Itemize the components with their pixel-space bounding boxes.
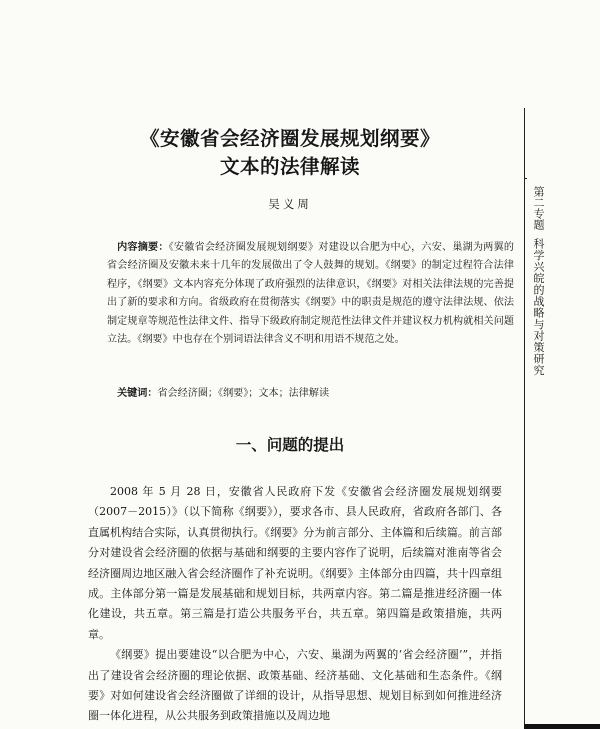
abstract [107,239,514,349]
margin-tick [524,178,527,179]
author-name: 吴义周 [268,197,312,211]
body-text [88,482,502,727]
paragraph-2: 《纲要》提出要建设“以合肥为中心，六安、巢湖为两翼的‘省会经济圈’”，并指出了建设省会经济圈的理论依据、政策基础、经济基础、文化基础和生态条件。《纲要》对如何建设省会经济圈做了详细的设计，从指导思想、规划目标到如何推进经济圈一体化进程，从公共服务到政策措施以及周边地 [88,648,502,723]
abstract-text: 《安徽省会经济圈发展规划纲要》对建设以合肥为中心，六安、巢湖为两翼的省会经济圈及安徽未来十几年的发展做出了令人鼓舞的规划。《纲要》的制定过程符合法律程序，《纲要》文本内容充分体现了政府强烈的法律意识，《纲要》对相关法律法规的完善提出了新的要求和方向。省级政府在贯彻落实《纲要》中的职责是规范的遵守法律法规、依法制定规章等规范性法律文件、指导下级政府制定规范性法律文件并建议权力机构就相关问题立法。《纲要》中也存在个别词语法律含义不明和用语不规范之处。 [107,242,514,346]
keywords-label: 关键词： [117,388,158,399]
title-line-2: 文本的法律解读 [219,155,360,178]
abstract-label: 内容摘要： [117,242,169,253]
keywords-text: 省会经济圈；《纲要》；文本；法律解读 [157,388,330,399]
side-tab-series: 第二专题 [532,186,545,230]
side-section-tab [531,186,545,376]
paragraph-1: 2008 年 5 月 28 日，安徽省人民政府下发《安徽省会经济圈发展规划纲要（2007－2015）》（以下简称《纲要》），要求各市、县人民政府，省政府各部门、各直属机构结合实际，认真贯彻执行。《纲要》分为前言部分、主体篇和后续篇。前言部分对建设省会经济圈的依据与基础和纲要的主要内容作了说明，后续篇对淮南等省会经济圈周边地区融入省会经济圈作了补充说明。《纲要》主体部分由四篇，共十四章组成。主体部分第一篇是发展基础和规划目标，共两章内容。第二篇是推进经济圈一体化建设，共五章。第三篇是打造公共服务平台，共五章。第四篇是政策措施，共两章。 [88,485,502,641]
keywords [107,385,514,403]
margin-rule [524,108,525,729]
section-heading: 一、问题的提出 [235,436,345,454]
title-line-1: 《安徽省会经济圈发展规划纲要》 [139,127,440,150]
side-tab-topic: 科学兴皖的战略与对策研究 [532,238,545,376]
page-corner-bar [524,724,600,729]
